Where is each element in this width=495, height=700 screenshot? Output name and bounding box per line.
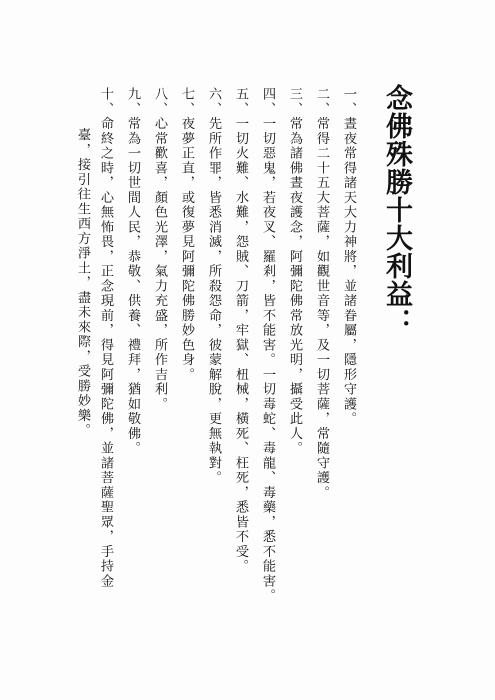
benefit-item-3: 三、常為諸佛晝夜護念，阿彌陀佛常放光明，攝受此人。 — [287, 87, 302, 456]
benefit-item-10-continuation: 臺，接引往生西方淨土，盡未來際，受勝妙樂。 — [75, 128, 90, 438]
benefit-item-9: 九、常為一切世間人民，恭敬、供養、禮拜，猶如敬佛。 — [125, 87, 140, 456]
benefit-item-4: 四、一切惡鬼，若夜叉、羅剎，皆不能害。一切毒蛇、毒龍、毒藥，悉不能害。 — [260, 87, 275, 604]
benefit-item-1: 一、晝夜常得諸天大力神將，並諸眷屬，隱形守護。 — [341, 87, 356, 427]
benefit-item-8: 八、心常歡喜，顏色光澤，氣力充盛，所作吉利。 — [152, 87, 167, 412]
benefit-item-2: 二、常得二十五大菩薩，如觀世音等，及一切菩薩，常隨守護。 — [314, 87, 329, 500]
benefit-item-5: 五、一切火難、水難，怨賊、刀箭，牢獄、杻械，橫死、枉死，悉皆不受。 — [233, 87, 248, 574]
page-title: 念佛殊勝十大利益： — [381, 84, 412, 336]
benefit-item-7: 七、夜夢正直，或復夢見阿彌陀佛勝妙色身。 — [179, 87, 194, 382]
benefit-item-6: 六、先所作罪，皆悉消滅，所殺怨命，彼蒙解脫，更無執對。 — [206, 87, 221, 486]
benefit-item-10: 十、命終之時，心無怖畏，正念現前，得見阿彌陀佛，並諸菩薩聖眾，手持金 — [98, 87, 113, 589]
